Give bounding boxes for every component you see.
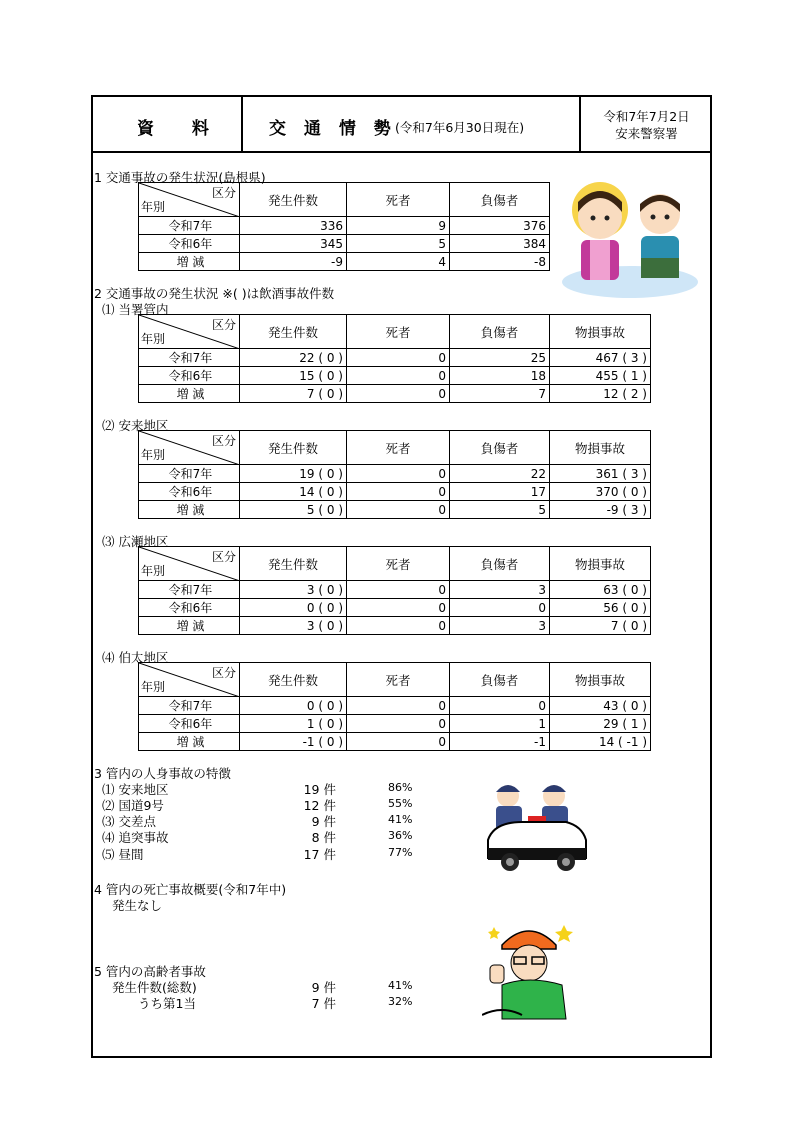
value-cell: 0 [347, 715, 450, 733]
elderly-label: うち第1当 [138, 996, 196, 1011]
nenbetsu-label: 年別 [141, 200, 166, 214]
mascot-illustration [555, 162, 705, 302]
value-cell: 17 [450, 483, 550, 501]
doc-label: 資 料 [137, 119, 225, 139]
column-header: 死者 [347, 431, 450, 465]
section4-title: 4 管内の死亡事故概要(令和7年中) [94, 882, 287, 897]
column-header: 負傷者 [450, 315, 550, 349]
table-header-row [139, 315, 651, 349]
year-cell: 増 減 [139, 501, 240, 519]
column-header: 死者 [347, 663, 450, 697]
table-row [139, 501, 651, 519]
value-cell: 0 [347, 697, 450, 715]
section4-body: 発生なし [112, 898, 163, 913]
value-cell: 0 [347, 733, 450, 751]
kubun-label: 区分 [211, 186, 236, 200]
table-header-row [139, 547, 651, 581]
value-cell: 7 [450, 385, 550, 403]
value-cell: 1 [450, 715, 550, 733]
table-row [139, 465, 651, 483]
station-name: 安来警察署 [615, 126, 678, 141]
year-cell: 増 減 [139, 385, 240, 403]
header-band [93, 97, 710, 153]
value-cell: 0 [450, 599, 550, 617]
value-cell: 0 [347, 581, 450, 599]
elderly-count: 7 件 [311, 996, 336, 1011]
column-header: 物損事故 [550, 663, 651, 697]
feature-percent: 55% [388, 797, 413, 810]
value-cell: 63 ( 0 ) [550, 581, 651, 599]
kubun-label: 区分 [211, 550, 236, 564]
column-header: 負傷者 [450, 547, 550, 581]
value-cell: 5 [450, 501, 550, 519]
year-cell: 増 減 [139, 733, 240, 751]
value-cell: 336 [240, 217, 347, 235]
value-cell: 0 ( 0 ) [240, 599, 347, 617]
value-cell: -9 ( 3 ) [550, 501, 651, 519]
value-cell: 467 ( 3 ) [550, 349, 651, 367]
table-row [139, 697, 651, 715]
value-cell: 29 ( 1 ) [550, 715, 651, 733]
year-cell: 令和6年 [139, 367, 240, 385]
feature-count: 9 件 [311, 814, 336, 829]
feature-label: ⑴ 安来地区 [102, 782, 169, 797]
table-row [139, 235, 550, 253]
value-cell: 384 [450, 235, 550, 253]
column-header: 発生件数 [240, 663, 347, 697]
page-title: 交 通 情 勢 [269, 119, 397, 139]
value-cell: 1 ( 0 ) [240, 715, 347, 733]
feature-count: 17 件 [303, 847, 336, 862]
nenbetsu-label: 年別 [141, 564, 166, 578]
kubun-label: 区分 [211, 318, 236, 332]
value-cell: 56 ( 0 ) [550, 599, 651, 617]
table-row [139, 367, 651, 385]
nenbetsu-label: 年別 [141, 680, 166, 694]
table-header-row [139, 183, 550, 217]
year-cell: 令和7年 [139, 581, 240, 599]
as-of-date: (令和7年6月30日現在) [395, 120, 525, 135]
table-row [139, 349, 651, 367]
column-header: 死者 [347, 315, 450, 349]
column-header: 負傷者 [450, 663, 550, 697]
elderly-label: 発生件数(総数) [112, 980, 197, 995]
value-cell: 455 ( 1 ) [550, 367, 651, 385]
value-cell: 3 ( 0 ) [240, 617, 347, 635]
district-table [138, 314, 651, 403]
value-cell: 361 ( 3 ) [550, 465, 651, 483]
year-cell: 令和6年 [139, 599, 240, 617]
diagonal-header-cell [139, 431, 240, 465]
column-header: 負傷者 [450, 183, 550, 217]
value-cell: 376 [450, 217, 550, 235]
column-header: 物損事故 [550, 431, 651, 465]
value-cell: 14 ( -1 ) [550, 733, 651, 751]
table-row [139, 733, 651, 751]
year-cell: 令和6年 [139, 715, 240, 733]
district-table [138, 662, 651, 751]
value-cell: 14 ( 0 ) [240, 483, 347, 501]
value-cell: 22 ( 0 ) [240, 349, 347, 367]
column-header: 発生件数 [240, 431, 347, 465]
value-cell: 370 ( 0 ) [550, 483, 651, 501]
feature-percent: 36% [388, 829, 413, 842]
diagonal-header-cell [139, 183, 240, 217]
value-cell: 0 [347, 465, 450, 483]
value-cell: 0 [450, 697, 550, 715]
value-cell: 345 [240, 235, 347, 253]
value-cell: 43 ( 0 ) [550, 697, 651, 715]
diagonal-header-cell [139, 663, 240, 697]
feature-percent: 77% [388, 846, 413, 859]
issue-date: 令和7年7月2日 [603, 109, 690, 124]
value-cell: 0 [347, 385, 450, 403]
kubun-label: 区分 [211, 666, 236, 680]
table-row [139, 217, 550, 235]
value-cell: -9 [240, 253, 347, 271]
section1-title: 1 交通事故の発生状況(島根県) [94, 170, 266, 185]
column-header: 負傷者 [450, 431, 550, 465]
nenbetsu-label: 年別 [141, 448, 166, 462]
column-header: 死者 [347, 547, 450, 581]
value-cell: 3 [450, 617, 550, 635]
value-cell: 0 [347, 483, 450, 501]
title-cell [243, 97, 581, 151]
year-cell: 増 減 [139, 617, 240, 635]
table-header-row [139, 431, 651, 465]
year-cell: 令和6年 [139, 483, 240, 501]
value-cell: 25 [450, 349, 550, 367]
column-header: 発生件数 [240, 183, 347, 217]
value-cell: 9 [347, 217, 450, 235]
kubun-label: 区分 [211, 434, 236, 448]
section5-title: 5 管内の高齢者事故 [94, 964, 206, 979]
column-header: 死者 [347, 183, 450, 217]
value-cell: 7 ( 0 ) [240, 385, 347, 403]
subsection-title: ⑷ 伯太地区 [102, 650, 169, 665]
feature-count: 12 件 [303, 798, 336, 813]
year-cell: 増 減 [139, 253, 240, 271]
subsection-title: ⑵ 安来地区 [102, 418, 169, 433]
column-header: 発生件数 [240, 547, 347, 581]
value-cell: 0 [347, 617, 450, 635]
table-row [139, 581, 651, 599]
value-cell: 0 ( 0 ) [240, 697, 347, 715]
feature-label: ⑷ 追突事故 [102, 830, 169, 845]
value-cell: 0 [347, 501, 450, 519]
subsection-title: ⑴ 当署管内 [102, 302, 169, 317]
value-cell: 15 ( 0 ) [240, 367, 347, 385]
elderly-count: 9 件 [311, 980, 336, 995]
value-cell: 3 ( 0 ) [240, 581, 347, 599]
value-cell: 7 ( 0 ) [550, 617, 651, 635]
value-cell: 18 [450, 367, 550, 385]
subsection-title: ⑶ 広瀬地区 [102, 534, 169, 549]
year-cell: 令和6年 [139, 235, 240, 253]
value-cell: 5 ( 0 ) [240, 501, 347, 519]
value-cell: -1 [450, 733, 550, 751]
diagonal-header-cell [139, 547, 240, 581]
value-cell: 0 [347, 599, 450, 617]
feature-count: 19 件 [303, 782, 336, 797]
value-cell: 3 [450, 581, 550, 599]
year-cell: 令和7年 [139, 349, 240, 367]
value-cell: 19 ( 0 ) [240, 465, 347, 483]
table-row [139, 253, 550, 271]
section3-title: 3 管内の人身事故の特徴 [94, 766, 231, 781]
police-car-illustration [482, 778, 592, 878]
cyclist-illustration [482, 915, 577, 1025]
table-row [139, 385, 651, 403]
section1-table [138, 182, 550, 271]
year-cell: 令和7年 [139, 697, 240, 715]
value-cell: -8 [450, 253, 550, 271]
table-row [139, 599, 651, 617]
elderly-percent: 41% [388, 979, 413, 992]
column-header: 物損事故 [550, 315, 651, 349]
value-cell: 22 [450, 465, 550, 483]
doc-label-cell [93, 97, 243, 151]
value-cell: 12 ( 2 ) [550, 385, 651, 403]
column-header: 発生件数 [240, 315, 347, 349]
value-cell: 0 [347, 367, 450, 385]
feature-label: ⑶ 交差点 [102, 814, 156, 829]
table-row [139, 715, 651, 733]
value-cell: 0 [347, 349, 450, 367]
section2-title: 2 交通事故の発生状況 ※( )は飲酒事故件数 [94, 286, 335, 301]
nenbetsu-label: 年別 [141, 332, 166, 346]
feature-percent: 41% [388, 813, 413, 826]
feature-count: 8 件 [311, 830, 336, 845]
table-row [139, 617, 651, 635]
year-cell: 令和7年 [139, 465, 240, 483]
elderly-percent: 32% [388, 995, 413, 1008]
column-header: 物損事故 [550, 547, 651, 581]
feature-label: ⑸ 昼間 [102, 847, 144, 862]
diagonal-header-cell [139, 315, 240, 349]
value-cell: -1 ( 0 ) [240, 733, 347, 751]
district-table [138, 430, 651, 519]
value-cell: 4 [347, 253, 450, 271]
district-table [138, 546, 651, 635]
feature-percent: 86% [388, 781, 413, 794]
year-cell: 令和7年 [139, 217, 240, 235]
value-cell: 5 [347, 235, 450, 253]
table-header-row [139, 663, 651, 697]
feature-label: ⑵ 国道9号 [102, 798, 164, 813]
table-row [139, 483, 651, 501]
